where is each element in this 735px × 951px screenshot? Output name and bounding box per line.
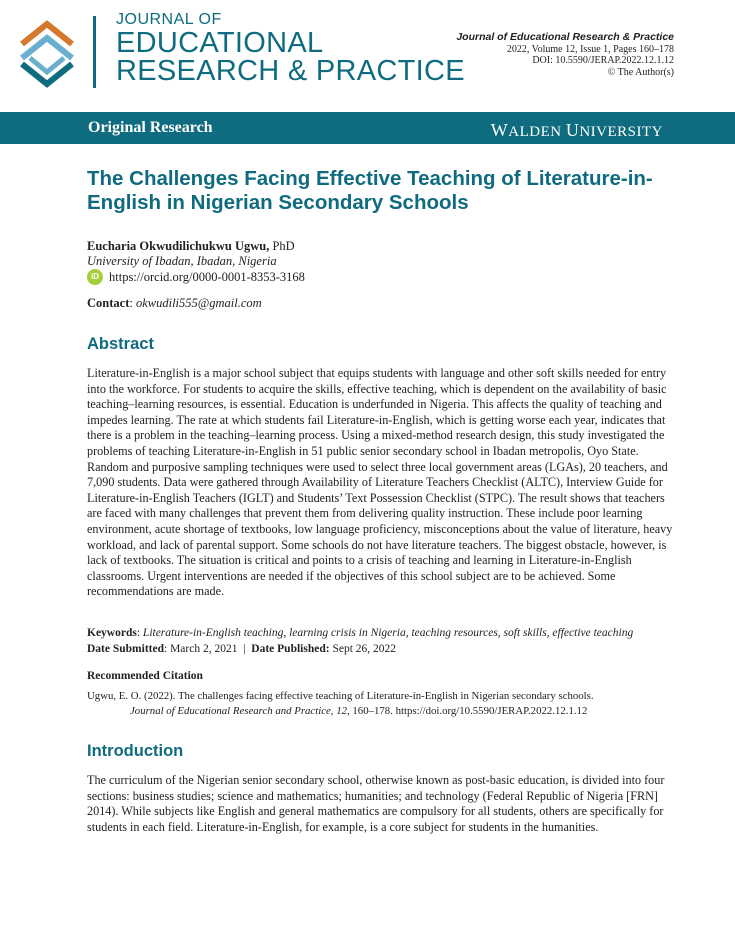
date-divider: | [237,643,252,655]
logo-line-2: EDUCATIONAL [116,27,324,59]
univ-rest-alden: ALDEN [508,124,566,140]
contact-line [87,296,262,311]
journal-name: Journal of Educational Research & Practice [456,31,674,43]
abstract-text: Literature-in-English is a major school subject that equips students with language and other soft skills needed for entry into the workforce. For students to acquire the skills, effective teaching, which is dependent on the availability of basic teaching–learning resources, is essential. Education is underfunded in Nigeria. This affects the quality of teaching and impedes learning. The rate at which students fail Literature-in-English, which is getting worse each year, indicates that there is a problem in the teaching–learning process. Using a mixed-method research design, this study investigated the problems of teaching Literature-in-English in 51 public senior secondary school in Ibadan metropolis, Oyo State. Random and purposive sampling techniques were used to select three local government areas (LGAs), 20 teachers, and 7,090 students. Data were gathered through Availability of Literature Teachers Checklist (ALTC), Interview Guide for Literature-in-English Teachers (IGLT) and Students’ Text Possession Checklist (STPC). The result shows that teachers are faced with many challenges that prevent them from delivering quality instruction. These include poor learning environment, acute shortage of textbooks, low language proficiency, misconceptions about the value of literature, heavy workload, and lack of parental support. Some schools do not have literature teachers. The biggest obstacle, however, is lack of textbooks. The situation is critical and points to a crisis of teaching and learning in Literature-in-English classrooms. Urgent interventions are needed if the objectives of this school subject are to be achieved. Some recommendations are made. [87,366,673,599]
citation-journal: Journal of Educational Research and Practice, 12 [130,705,347,717]
introduction-text: The curriculum of the Nigerian senior secondary school, otherwise known as post-basic education, is divided into four sections: business studies; science and mathematics; humanities; and technology (Federal Republic of Nigeria [FRN] 2014). While subjects like English and general mathematics are compulsory for all students, others are specifically for students in each field. Literature-in-English, for example, is a core subject for students in the humanities. [87,773,665,834]
journal-volume: 2022, Volume 12, Issue 1, Pages 160–178 [506,43,674,55]
logo-line-1: JOURNAL OF [116,11,222,28]
logo-line-3: RESEARCH & PRACTICE [116,55,465,87]
date-submitted: : March 2, 2021 [164,643,238,655]
citation-line-1: Ugwu, E. O. (2022). The challenges facing effective teaching of Literature-in-English in Nigerian secondary schools. [87,690,594,702]
author-degree: PhD [269,239,295,253]
journal-doi: DOI: 10.5590/JERAP.2022.12.1.12 [532,55,674,66]
logo-divider [93,16,96,88]
journal-copyright: © The Author(s) [607,66,674,78]
university-logo [491,120,663,141]
orcid-icon: iD [87,269,103,285]
abstract-heading: Abstract [87,335,154,353]
journal-logo-text [116,11,465,85]
journal-info [456,32,674,78]
univ-cap-u: U [565,120,580,140]
author-block [87,239,305,285]
keywords-text: Literature-in-English teaching, learning crisis in Nigeria, teaching resources, soft skills, effective teaching [142,627,634,639]
contact-sep: : [129,296,136,310]
date-submitted-label: Date Submitted [87,643,164,655]
dates-line [87,643,396,655]
orcid-link[interactable]: https://orcid.org/0000-0001-8353-3168 [109,269,305,284]
univ-cap-w: W [490,120,509,140]
journal-logo-icon [16,18,78,90]
citation-line-2 [87,704,677,719]
journal-header [0,0,735,112]
citation-pages-doi: , 160–178. https://doi.org/10.5590/JERAP.2022.12.1.12 [347,705,588,717]
contact-label: Contact [87,296,130,310]
keywords-line [87,626,677,641]
author-name: Eucharia Okwudilichukwu Ugwu, [87,239,270,253]
date-published: Sept 26, 2022 [329,643,397,655]
keywords-label: Keywords [87,627,137,639]
keywords-sep: : [136,627,143,639]
citation-block [87,689,677,719]
author-affiliation: University of Ibadan, Ibadan, Nigeria [87,254,277,268]
article-title: The Challenges Facing Effective Teaching of Literature-in-English in Nigerian Secondary Schools [87,167,653,214]
section-band [0,112,735,144]
citation-heading: Recommended Citation [87,670,203,682]
section-label: Original Research [88,119,213,136]
introduction-heading: Introduction [87,742,184,760]
contact-email[interactable]: okwudili555@gmail.com [135,296,262,310]
date-published-label: Date Published: [251,643,330,655]
univ-rest-niversity: NIVERSITY [579,124,663,140]
orcid-row [87,269,305,285]
